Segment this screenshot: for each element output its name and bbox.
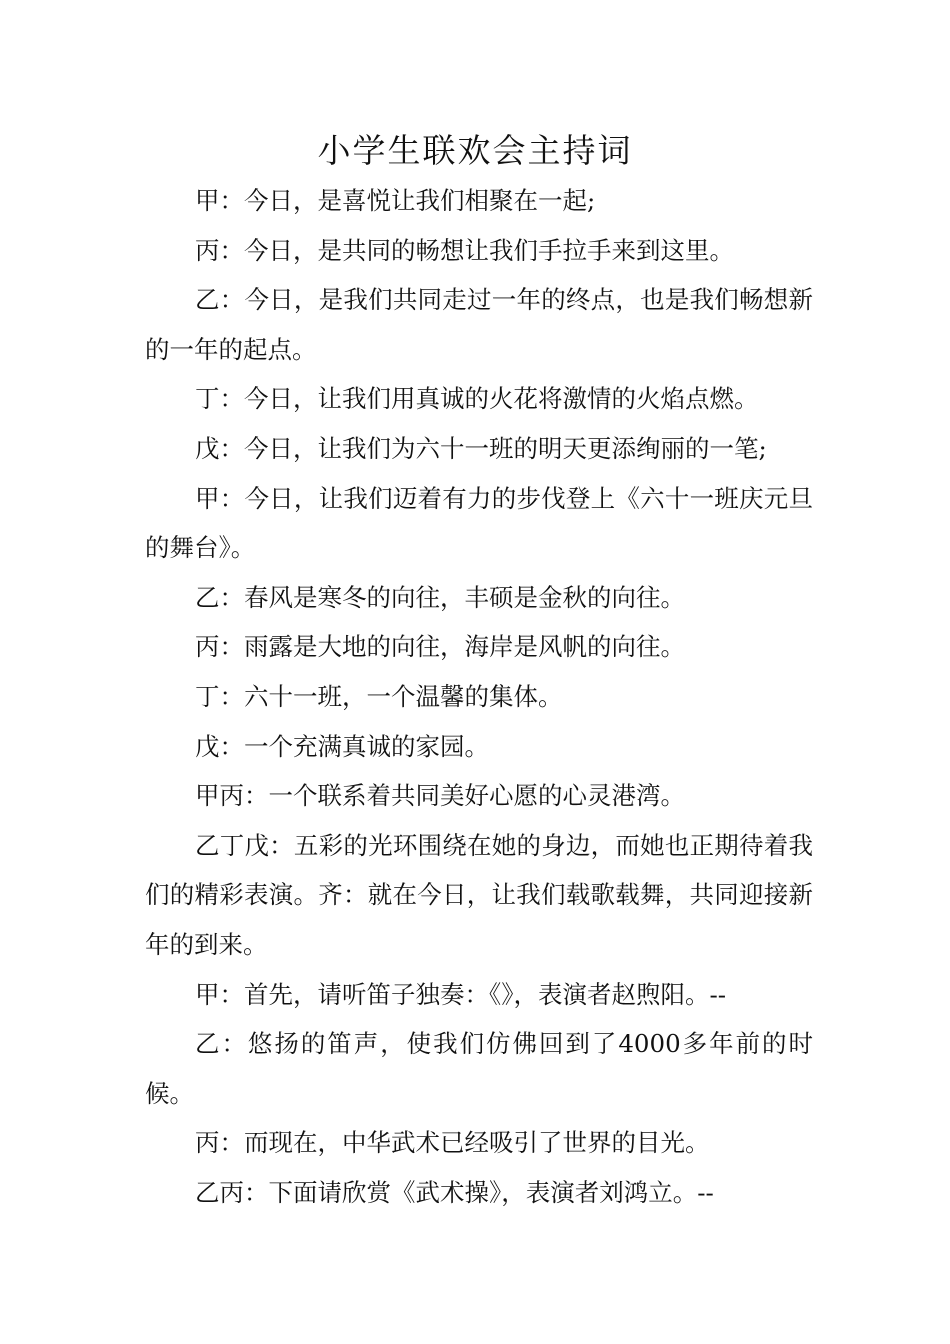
paragraph: 乙：今日，是我们共同走过一年的终点，也是我们畅想新的一年的起点。 <box>145 285 813 364</box>
paragraph: 乙：悠扬的笛声，使我们仿佛回到了4000多年前的时候。 <box>145 1029 813 1108</box>
paragraph: 甲：今日，让我们迈着有力的步伐登上《六十一班庆元旦的舞台》。 <box>145 483 813 563</box>
paragraph: 丁：六十一班，一个温馨的集体。 <box>195 681 563 711</box>
document-title: 小学生联欢会主持词 <box>317 131 633 170</box>
paragraph: 乙：春风是寒冬的向往，丰硕是金秋的向往。 <box>195 582 685 612</box>
paragraph: 甲：今日，是喜悦让我们相聚在一起; <box>195 186 596 215</box>
paragraph: 戊：一个充满真诚的家园。 <box>195 731 489 761</box>
paragraph: 戊：今日，让我们为六十一班的明天更添绚丽的一笔; <box>195 433 767 463</box>
paragraph: 丙：而现在，中华武术已经吸引了世界的目光。 <box>195 1128 710 1158</box>
paragraph: 甲丙：一个联系着共同美好心愿的心灵港湾。 <box>195 781 685 811</box>
paragraph: 甲：首先，请听笛子独奏：《》，表演者赵煦阳。-- <box>195 979 727 1009</box>
paragraph: 丙：今日，是共同的畅想让我们手拉手来到这里。 <box>195 235 734 265</box>
paragraph: 丁：今日，让我们用真诚的火花将激情的火焰点燃。 <box>195 384 759 414</box>
document-body <box>145 176 813 1217</box>
paragraph: 乙丁戊：五彩的光环围绕在她的身边，而她也正期待着我们的精彩表演。齐：就在今日，让我们载歌载舞，共同迎接新年的到来。 <box>145 830 813 959</box>
paragraph: 丙：雨露是大地的向往，海岸是风帆的向往。 <box>195 632 685 662</box>
paragraph: 乙丙：下面请欣赏《武术操》，表演者刘鸿立。-- <box>195 1177 714 1207</box>
